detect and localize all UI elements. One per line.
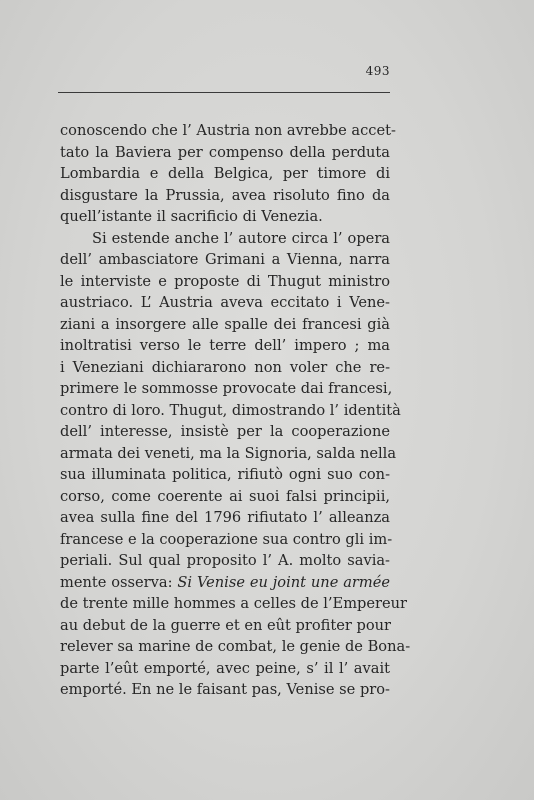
text-line: periali. Sul qual proposito l’ A. molto savia- <box>60 552 390 569</box>
text-line: inoltratisi verso le terre dell’ impero ; ma <box>60 337 390 354</box>
text-line: corso, come coerente ai suoi falsi principii, <box>60 487 390 505</box>
text-line: contro di loro. Thugut, dimostrando l’ identità <box>60 401 401 419</box>
body-text <box>60 120 411 701</box>
text-line-italic: parte l’eût emporté, avec peine, s’ il l’ avait <box>60 659 390 677</box>
text-line: le interviste e proposte di Thugut ministro <box>60 272 390 290</box>
text-line-italic: de trente mille hommes a celles de l’Empereur <box>60 595 408 612</box>
text-line: primere le sommosse provocate dai francesi, <box>60 380 393 397</box>
text-line: tato la Baviera per compenso della perduta <box>60 143 390 161</box>
text-line: disgustare la Prussia, avea risoluto fino da <box>60 186 390 204</box>
text-line: conoscendo che l’ Austria non avrebbe accet- <box>60 122 396 139</box>
text-line: dell’ ambasciatore Grimani a Vienna, narra <box>60 251 390 268</box>
text-line: francese e la cooperazione sua contro gli im- <box>60 530 393 548</box>
text-line-italic: au debut de la guerre et en eût profiter pour <box>60 616 392 634</box>
text-line-italic: emporté. En ne le faisant pas, Venise se pro- <box>60 681 390 698</box>
header-rule <box>58 92 390 93</box>
page-number: 493 <box>365 64 390 78</box>
text-line: Lombardia e della Belgica, per timore di <box>60 165 390 182</box>
text-line: dell’ interesse, insistè per la cooperazione <box>60 423 390 440</box>
text-line: avea sulla fine del 1796 rifiutato l’ alleanza <box>60 509 390 526</box>
text-line: i Veneziani dichiararono non voler che re- <box>60 358 390 376</box>
text-line-italic: relever sa marine de combat, le genie de Bona- <box>60 638 411 655</box>
text-line-italic: Si Venise eu joint une armée <box>177 573 390 591</box>
text-line: Si estende anche l’ autore circa l’ opera <box>92 229 390 247</box>
text-line: austriaco. L’ Austria aveva eccitato i Vene- <box>60 294 390 311</box>
text-line: quell’istante il sacrificio di Venezia. <box>60 208 323 225</box>
text-line: sua illuminata politica, rifiutò ogni suo con- <box>60 466 390 483</box>
text-line-roman: mente osserva: <box>60 573 178 591</box>
text-line: ziani a insorgere alle spalle dei francesi già <box>60 315 390 333</box>
text-line: armata dei veneti, ma la Signoria, salda nella <box>60 444 397 462</box>
text-line-mixed <box>60 572 390 594</box>
